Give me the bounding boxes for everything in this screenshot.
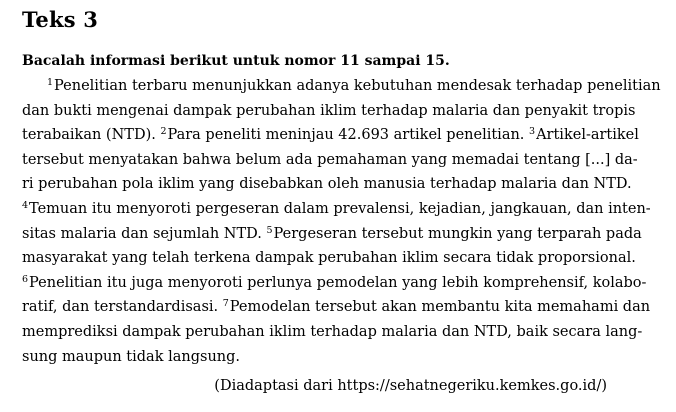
sentence-text: Pergeseran tersebut mungkin yang terparah pada (273, 225, 642, 242)
instruction-text: Bacalah informasi berikut untuk nomor 11 sampai 15. (22, 53, 450, 69)
sentence-number: 5 (266, 224, 273, 236)
sentence-text: Penelitian terbaru menunjukkan adanya kebutuhan mendesak terhadap penelitian (54, 78, 661, 94)
sentence-text: sung maupun tidak langsung. (22, 348, 241, 365)
sentence-number: 2 (160, 126, 167, 138)
passage-line-5 (22, 172, 632, 197)
sentence-number: 1 (47, 77, 54, 88)
page-title: Teks 3 (22, 7, 99, 32)
sentence-number: 7 (222, 298, 229, 310)
sentence-number: 4 (22, 199, 29, 211)
sentence-text: dan bukti mengenai dampak perubahan iklim terhadap malaria dan penyakit tropis (22, 102, 636, 119)
sentence-text: masyarakat yang telah terkena dampak perubahan iklim secara tidak proporsional. (22, 250, 636, 267)
passage-line-7 (22, 222, 642, 247)
sentence-text: Temuan itu menyoroti pergeseran dalam prevalensi, kejadian, jangkauan, dan inten- (29, 200, 651, 217)
passage-line-12 (22, 345, 607, 370)
sentence-text: sitas malaria dan sejumlah NTD. (22, 225, 267, 242)
sentence-text: terabaikan (NTD). (22, 127, 161, 144)
sentence-text: Pemodelan tersebut akan membantu kita memahami dan (229, 299, 651, 316)
passage-line-11 (22, 320, 643, 345)
sentence-text: memprediksi dampak perubahan iklim terhadap malaria dan NTD, baik secara lang- (22, 323, 643, 340)
passage-line-9 (22, 271, 647, 296)
passage-line-8 (22, 246, 636, 271)
source-citation: (Diadaptasi dari https://sehatnegeriku.kemkes.go.id/) (214, 378, 607, 394)
sentence-text: Para peneliti meninjau 42.693 artikel penelitian. (167, 127, 530, 144)
sentence-text: ri perubahan pola iklim yang disebabkan oleh manusia terhadap malaria dan NTD. (22, 176, 632, 193)
sentence-number: 6 (22, 273, 29, 285)
passage-line-6 (22, 197, 651, 222)
sentence-number: 3 (529, 126, 536, 138)
passage-line-4 (22, 148, 638, 173)
sentence-text: Penelitian itu juga menyoroti perlunya pemodelan yang lebih komprehensif, kolabo- (29, 274, 647, 291)
passage-line-3 (22, 123, 639, 148)
passage-line-1 (22, 74, 661, 99)
sentence-text: Artikel-artikel (536, 127, 639, 144)
passage-line-2 (22, 99, 636, 124)
reading-passage (22, 74, 661, 369)
sentence-text: tersebut menyatakan bahwa belum ada pemahaman yang memadai tentang [...] da- (22, 151, 638, 168)
sentence-text: ratif, dan terstandardisasi. (22, 299, 223, 316)
passage-line-10 (22, 295, 651, 320)
